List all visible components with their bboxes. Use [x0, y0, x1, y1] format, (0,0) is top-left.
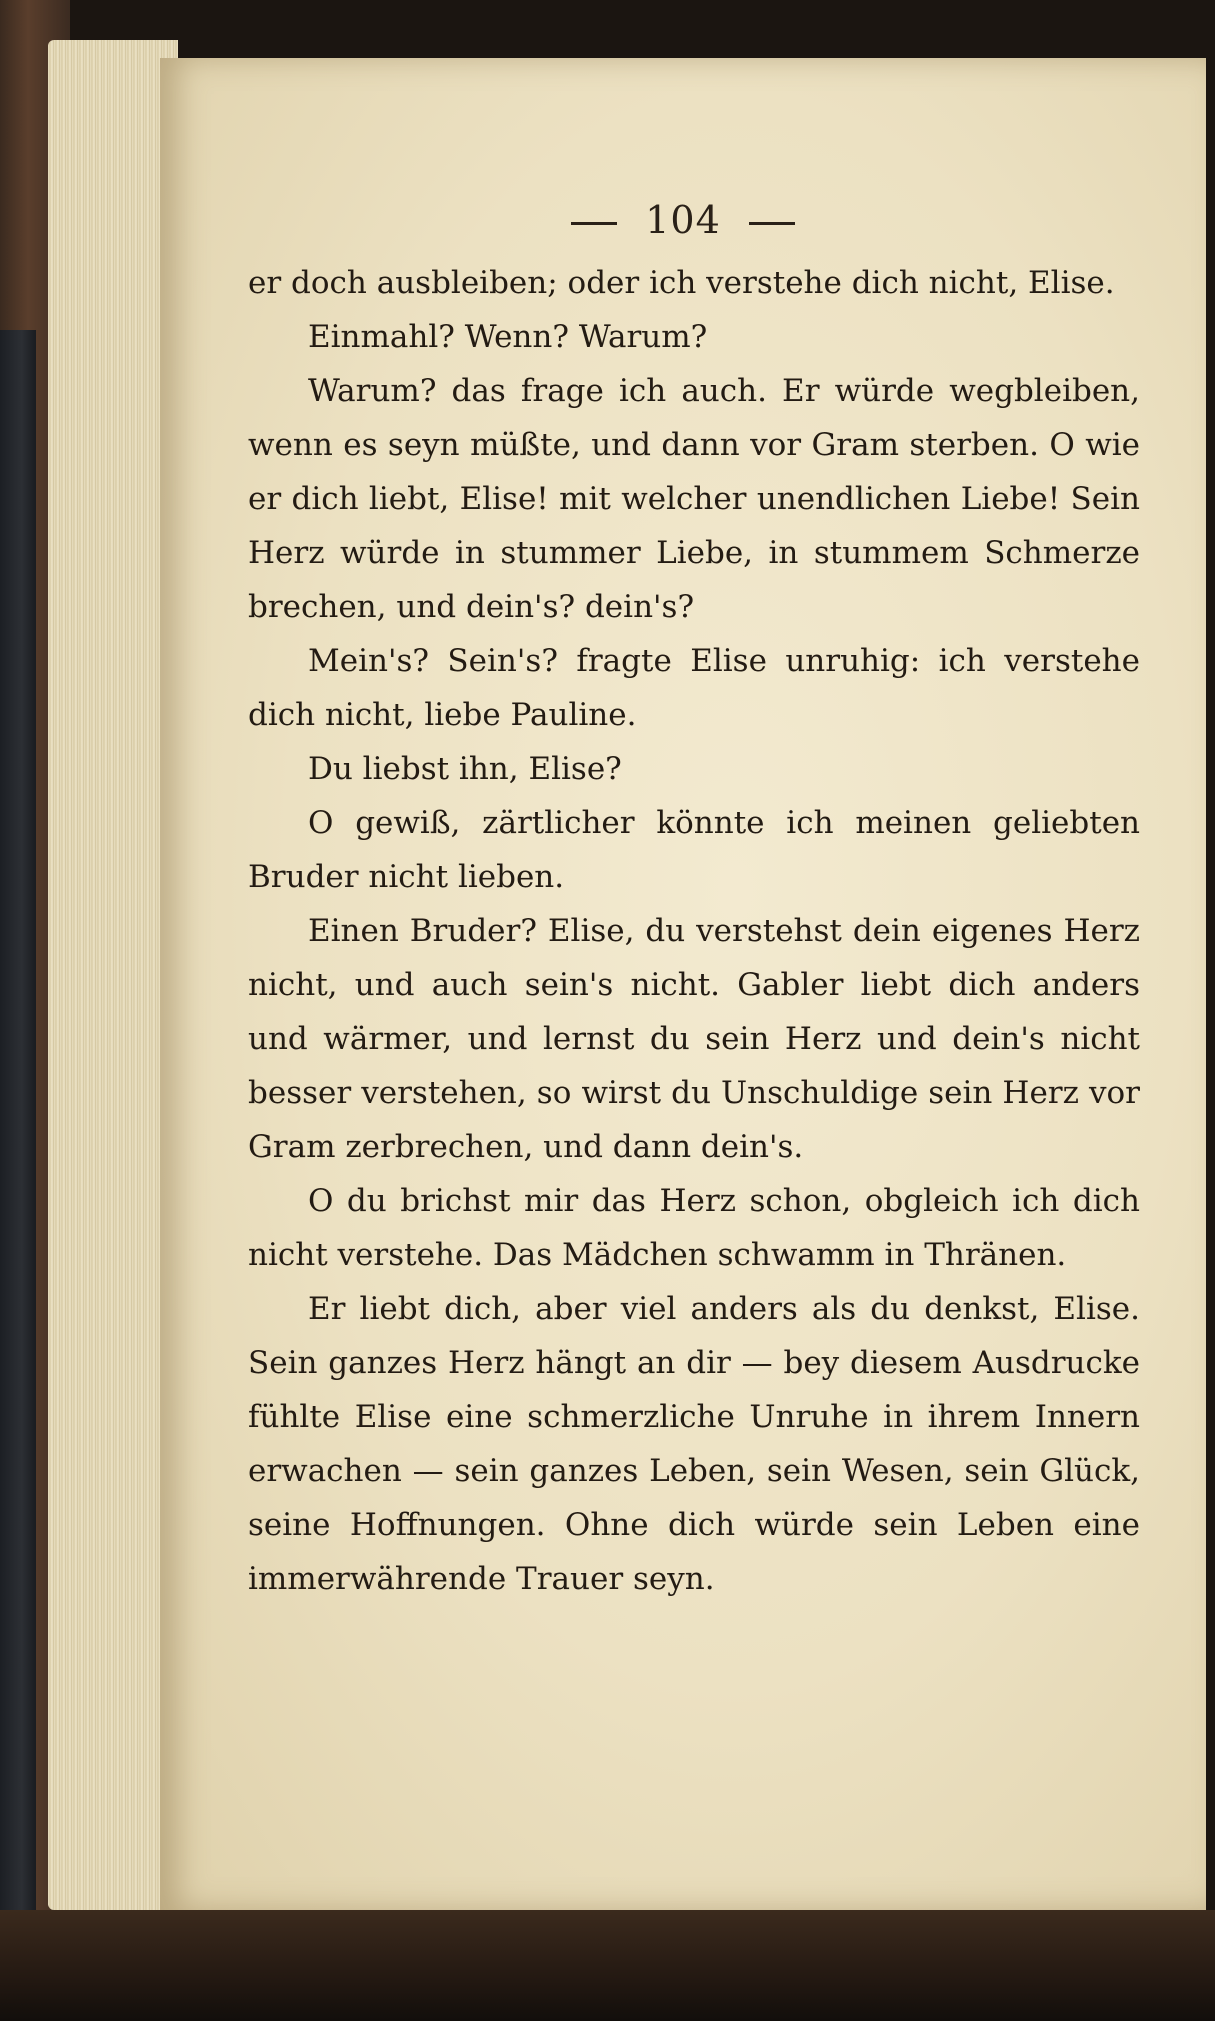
paragraph: Warum? das frage ich auch. Er würde wegbleiben, wenn es seyn müßte, und dann vor Gram sterben. O wie er dich liebt, Elise! mit welcher unendlichen Liebe! Sein Herz würde in stummer Liebe, in stummem Schmerze brechen, und dein's? dein's? [248, 373, 1140, 625]
header-dash-left [571, 222, 617, 225]
paragraph: Mein's? Sein's? fragte Elise unruhig: ich verstehe dich nicht, liebe Pauline. [248, 643, 1140, 733]
cover-spine-band [0, 330, 36, 2010]
header-dash-right [749, 222, 795, 225]
paragraph: O gewiß, zärtlicher könnte ich meinen geliebten Bruder nicht lieben. [248, 805, 1140, 895]
book-page [160, 58, 1206, 1910]
page-stack-edges [48, 40, 178, 1910]
page-number: 104 [645, 198, 721, 242]
book-cover-bottom [0, 1910, 1215, 2021]
paragraph: Er liebt dich, aber viel anders als du denkst, Elise. Sein ganzes Herz hängt an dir — bey diesem Ausdrucke fühlte Elise eine schmerzliche Unruhe in ihrem Innern erwachen — sein ganzes Leben, sein Wesen, sein Glück, seine Hoffnungen. Ohne dich würde sein Leben eine immerwährende Trauer seyn. [248, 1291, 1140, 1597]
paragraph: Du liebst ihn, Elise? [308, 751, 622, 787]
paragraph: er doch ausbleiben; oder ich verstehe dich nicht, Elise. [248, 265, 1115, 301]
page-number-header [160, 198, 1206, 242]
paragraph: Einmahl? Wenn? Warum? [308, 319, 708, 355]
paragraph: Einen Bruder? Elise, du verstehst dein eigenes Herz nicht, und auch sein's nicht. Gabler liebt dich anders und wärmer, und lernst du sein Herz und dein's nicht besser verstehen, so wirst du Unschuldige sein Herz vor Gram zerbrechen, und dann dein's. [248, 913, 1140, 1165]
body-text [248, 256, 1140, 1606]
paragraph: O du brichst mir das Herz schon, obgleich ich dich nicht verstehe. Das Mädchen schwamm in Thränen. [248, 1183, 1140, 1273]
